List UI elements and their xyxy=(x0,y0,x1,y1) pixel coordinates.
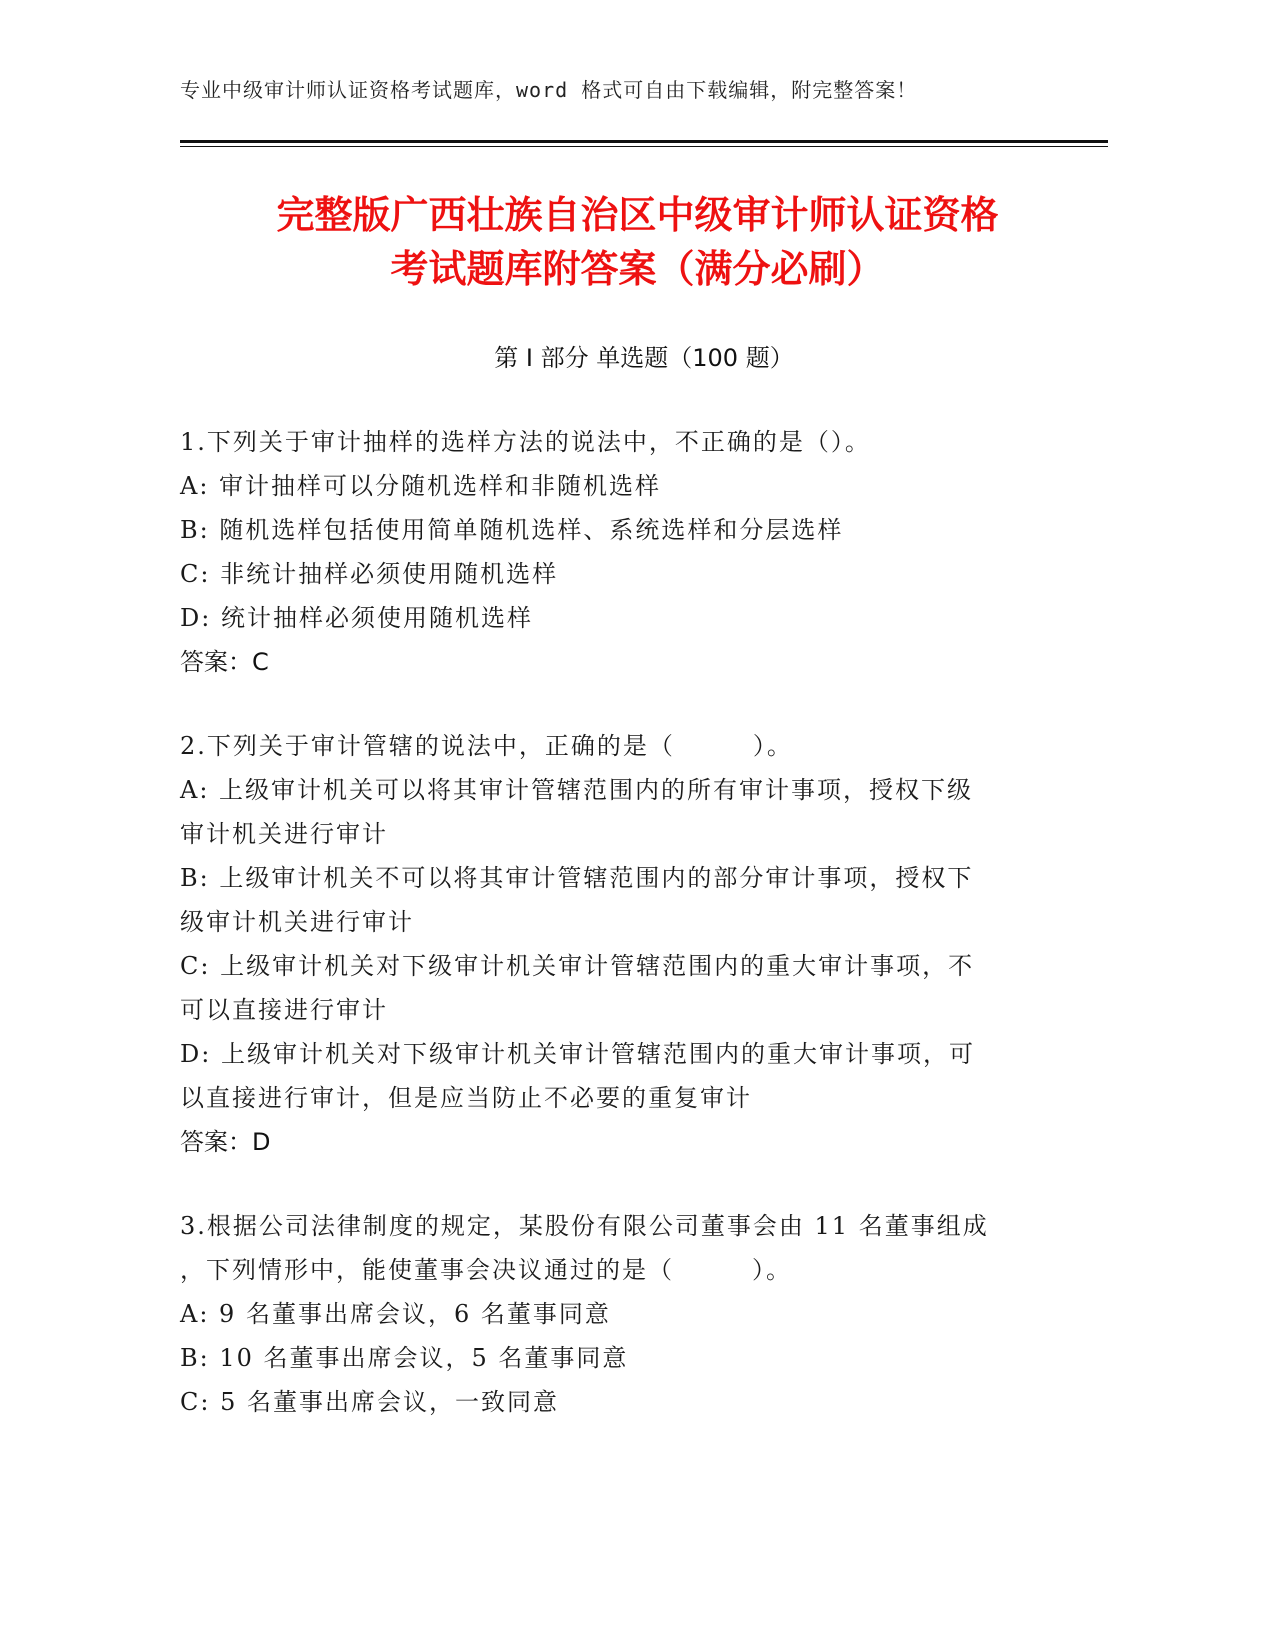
option-b: B: 随机选样包括使用简单随机选样、系统选样和分层选样 xyxy=(180,516,844,544)
header-rule-thick xyxy=(180,140,1108,143)
option-d-continued: 以直接进行审计，但是应当防止不必要的重复审计 xyxy=(180,1084,752,1112)
header-rule-thin xyxy=(180,146,1108,147)
section-heading: 第 I 部分 单选题（100 题） xyxy=(494,344,794,372)
option-a-continued: 审计机关进行审计 xyxy=(180,820,388,848)
option-a: A: 审计抽样可以分随机选样和非随机选样 xyxy=(180,472,662,500)
option-b-continued: 级审计机关进行审计 xyxy=(180,908,414,936)
option-c: C: 上级审计机关对下级审计机关审计管辖范围内的重大审计事项，不 xyxy=(180,952,975,980)
option-b: B: 10 名董事出席会议，5 名董事同意 xyxy=(180,1344,629,1372)
option-c: C: 5 名董事出席会议，一致同意 xyxy=(180,1388,559,1416)
question-stem: 2.下列关于审计管辖的说法中，正确的是（ ）。 xyxy=(180,732,793,760)
question-stem-continued: ，下列情形中，能使董事会决议通过的是（ ）。 xyxy=(180,1256,792,1284)
question-list xyxy=(180,420,1030,1464)
option-c: C: 非统计抽样必须使用随机选样 xyxy=(180,560,559,588)
question-stem: 3.根据公司法律制度的规定，某股份有限公司董事会由 11 名董事组成 xyxy=(180,1212,989,1240)
option-b: B: 上级审计机关不可以将其审计管辖范围内的部分审计事项，授权下 xyxy=(180,864,974,892)
option-a: A: 9 名董事出席会议，6 名董事同意 xyxy=(180,1300,611,1328)
option-d: D: 上级审计机关对下级审计机关审计管辖范围内的重大审计事项，可 xyxy=(180,1040,975,1068)
option-d: D: 统计抽样必须使用随机选样 xyxy=(180,604,533,632)
question-3 xyxy=(180,1204,1030,1424)
document-title xyxy=(150,188,1125,296)
header-note: 专业中级审计师认证资格考试题库，word 格式可自由下载编辑，附完整答案！ xyxy=(180,78,918,102)
title-line-2: 考试题库附答案（满分必刷） xyxy=(390,247,885,291)
question-stem: 1.下列关于审计抽样的选样方法的说法中，不正确的是（）。 xyxy=(180,428,871,456)
question-2 xyxy=(180,724,1030,1164)
question-1 xyxy=(180,420,1030,684)
answer: 答案：C xyxy=(180,648,269,676)
answer: 答案：D xyxy=(180,1128,271,1156)
title-line-1: 完整版广西壮族自治区中级审计师认证资格 xyxy=(276,193,999,237)
option-c-continued: 可以直接进行审计 xyxy=(180,996,388,1024)
option-a: A: 上级审计机关可以将其审计管辖范围内的所有审计事项，授权下级 xyxy=(180,776,974,804)
